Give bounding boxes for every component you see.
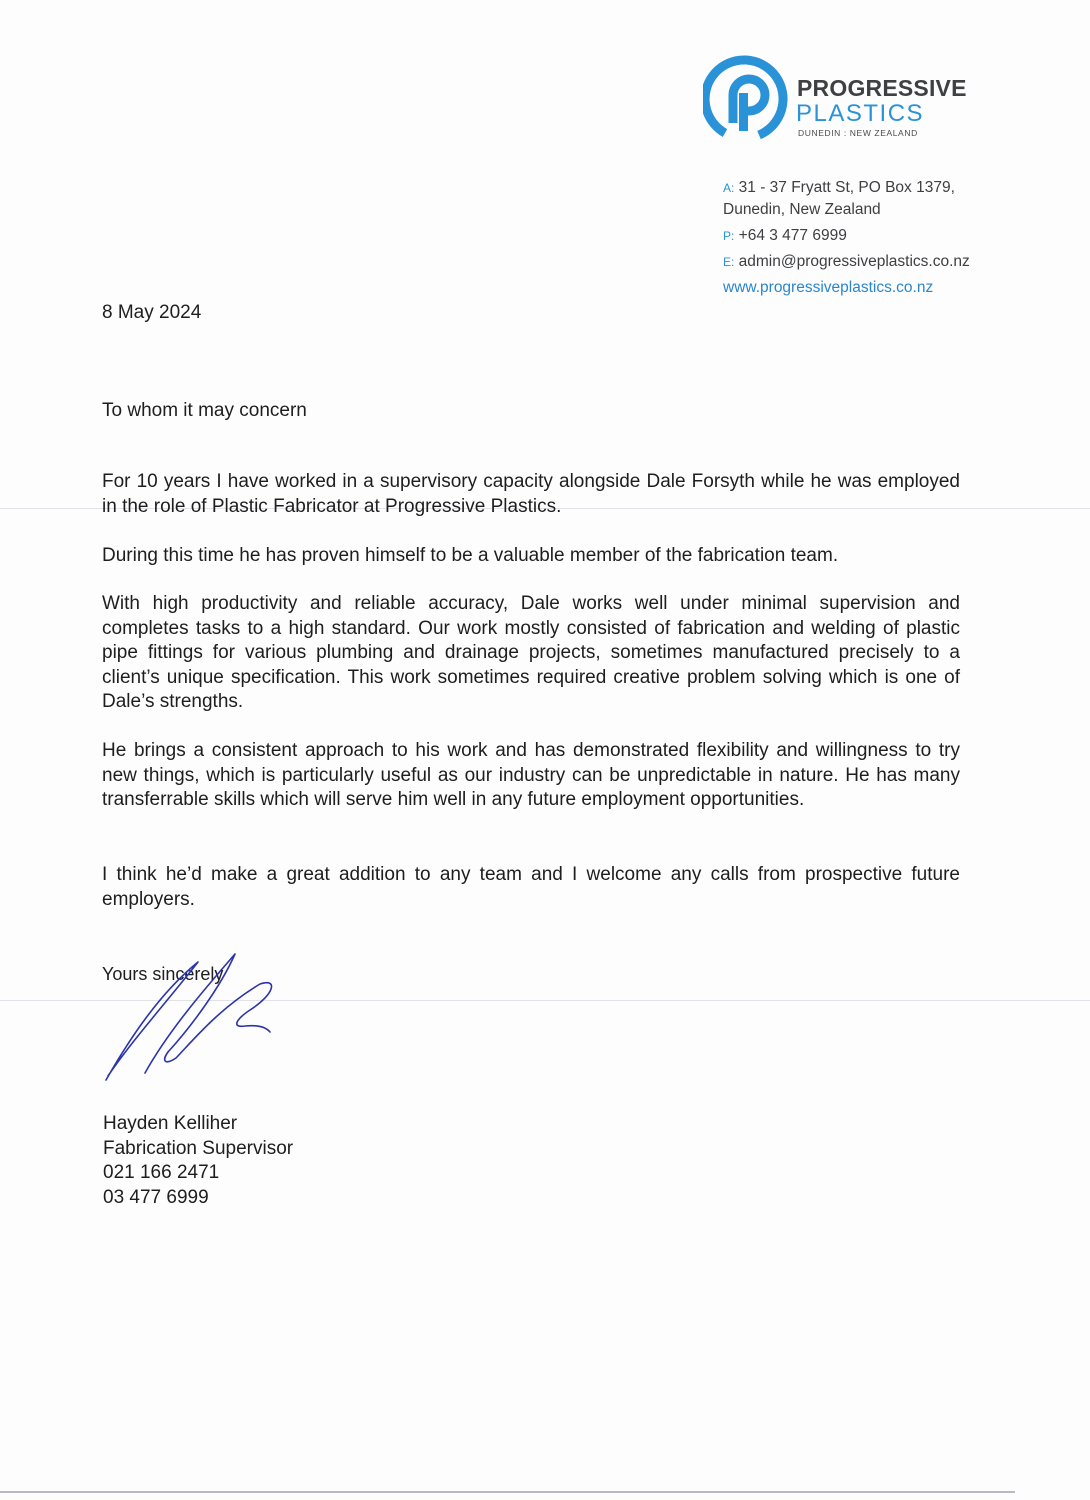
- phone-text: +64 3 477 6999: [738, 227, 847, 244]
- letter-date: 8 May 2024: [102, 302, 202, 323]
- paragraph: With high productivity and reliable accuracy, Dale works well under minimal supervision and completes tasks to a high standard. Our work mostly consisted of fabrication and welding of plastic pipe fittings for various plumbing and drainage projects, sometimes manufactured precisely to a client’s unique specification. This work sometimes required creative problem solving which is one of Dale’s strengths.: [102, 593, 960, 712]
- signature-block: [103, 1112, 293, 1210]
- address-text: 31 - 37 Fryatt St, PO Box 1379,: [738, 179, 955, 196]
- company-name-line2: PLASTICS: [796, 100, 925, 127]
- salutation: To whom it may concern: [102, 400, 307, 421]
- signatory-mobile: 021 166 2471: [103, 1162, 220, 1183]
- address-label: A:: [723, 181, 735, 195]
- contact-block: [723, 177, 970, 303]
- address-line1: [723, 177, 970, 199]
- paragraph: During this time he has proven himself to be a valuable member of the fabrication team.: [102, 545, 839, 566]
- company-logo: [703, 53, 993, 143]
- email-line: [723, 251, 970, 277]
- website-link: www.progressiveplastics.co.nz: [723, 279, 934, 296]
- email-text: admin@progressiveplastics.co.nz: [738, 253, 970, 270]
- address-line2: Dunedin, New Zealand: [723, 201, 881, 218]
- p-spiral-logo-icon: [703, 53, 791, 141]
- signatory-phone: 03 477 6999: [103, 1186, 209, 1208]
- phone-line: [723, 225, 970, 251]
- paper-edge: [0, 1491, 1015, 1493]
- closing: Yours sincerely: [102, 964, 224, 984]
- paragraph: For 10 years I have worked in a supervisory capacity alongside Dale Forsyth while he was employed in the role of Plastic Fabricator at Progressive Plastics.: [102, 471, 960, 517]
- phone-label: P:: [723, 229, 735, 243]
- paragraph: I think he’d make a great addition to any team and I welcome any calls from prospective future employers.: [102, 864, 960, 910]
- paragraph: He brings a consistent approach to his work and has demonstrated flexibility and willingness to try new things, which is particularly useful as our industry can be unpredictable in nature. He has many transferrable skills which will serve him well in any future employment opportunities.: [102, 740, 960, 810]
- company-name-line1: PROGRESSIVE: [797, 75, 967, 101]
- email-label: E:: [723, 255, 735, 269]
- signatory-title: Fabrication Supervisor: [103, 1137, 294, 1159]
- company-tagline: DUNEDIN : NEW ZEALAND: [798, 128, 918, 138]
- handwritten-signature: [100, 948, 290, 1088]
- signatory-name: Hayden Kelliher: [103, 1113, 238, 1134]
